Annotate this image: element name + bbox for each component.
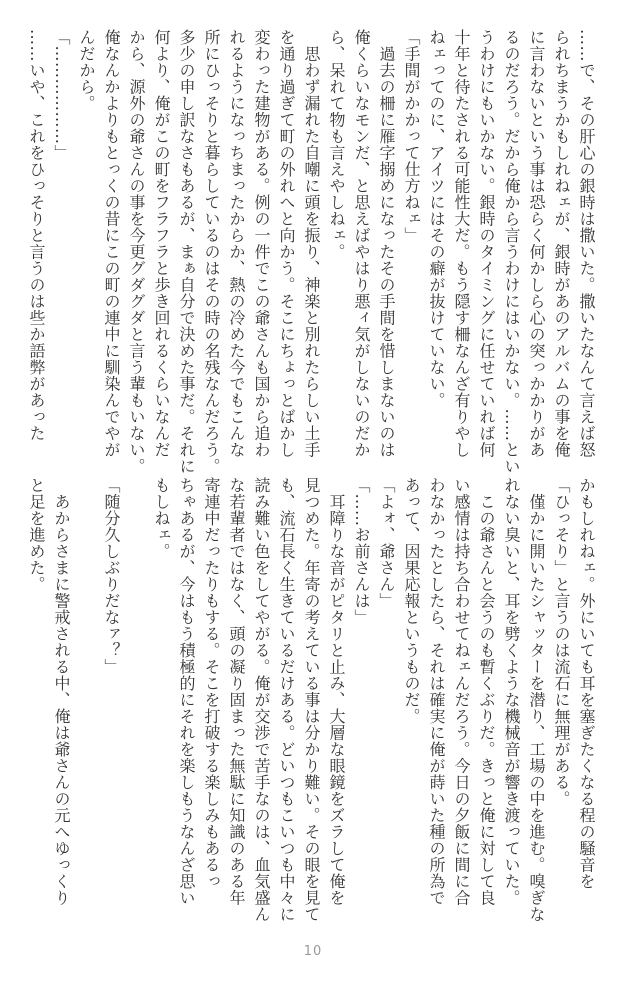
text-column: あって、因果応報というものだ。 bbox=[402, 477, 421, 725]
text-column: い感情は持ち合わせてねェんだろう。今日の夕飯に間に合 bbox=[452, 477, 471, 906]
text-column: れるようになっちまったからか、熱の冷めた今でもこんな bbox=[227, 29, 246, 458]
text-block-bottom bbox=[24, 477, 599, 923]
text-column: 読み難い色をしてやがる。俺が交渉で苦手なのは、血気盛ん bbox=[252, 477, 271, 923]
text-column: を通り過ぎて町の外れへと向かう。そこにちょっとばかし bbox=[277, 29, 296, 458]
text-column: もしねェ。 bbox=[152, 477, 171, 560]
text-column: ……で、その肝心の銀時は撒いた。撒いたなんて言えば怒 bbox=[577, 29, 596, 458]
text-column: んだから。 bbox=[77, 29, 96, 112]
text-column: 見つめた。年寄の考えている事は分かり難い。その眼を見て bbox=[302, 477, 321, 923]
text-column: な若輩者ではなく、頭の凝り固まった無駄に知識のある年 bbox=[227, 477, 246, 906]
text-column: 過去の柵に雁字搦めになったその手間を惜しまないのは bbox=[377, 29, 396, 458]
text-column: この爺さんと会うのも暫くぶりだ。きっと俺に対して良 bbox=[477, 477, 496, 906]
text-column: 耳障りな音がピタリと止み、大層な眼鏡をズラして俺を bbox=[327, 477, 346, 906]
text-column: に言わないという事は恐らく何かしら心の突っかかりがあ bbox=[527, 29, 546, 458]
text-column: 所にひっそりと暮らしているのはその時の名残なんだろう。 bbox=[202, 29, 221, 475]
text-column: ……いや、これをひっそりと言うのは些か語弊があった bbox=[27, 29, 46, 442]
dialogue-column: 「………………」 bbox=[52, 29, 71, 161]
text-column: 僅かに開いたシャッターを潜り、工場の中を進む。嗅ぎな bbox=[527, 477, 546, 923]
text-column: 俺くらいなモンだ、と思えばやはり悪ィ気がしないのだか bbox=[352, 29, 371, 458]
text-column: ちゃあるが、今はもう積極的にそれを楽しもうなんざ思い bbox=[177, 477, 196, 906]
text-block-top bbox=[24, 29, 599, 475]
text-column: ねェってのに、アイツにはその癖が抜けていない。 bbox=[427, 29, 446, 409]
text-column: うわけにもいかない。銀時のタイミングに任せていれば何 bbox=[477, 29, 496, 458]
text-column: 何より、俺がこの町をフラフラと歩き回れるくらいなんだ bbox=[152, 29, 171, 458]
page-number: 10 bbox=[303, 944, 323, 959]
text-column: と足を進めた。 bbox=[27, 477, 46, 593]
text-column: 俺なんかよりもとっくの昔にこの町の連中に馴染んでやが bbox=[102, 29, 121, 458]
text-column: かもしれねェ。外にいても耳を塞ぎたくなる程の騒音を bbox=[577, 477, 596, 890]
blank-column bbox=[74, 477, 99, 917]
dialogue-column: 「……お前さんは」 bbox=[352, 477, 371, 626]
dialogue-column: 「随分久しぶりだなァ？」 bbox=[102, 477, 121, 675]
dialogue-column: 「手間がかかって仕方ねェ」 bbox=[402, 29, 421, 244]
text-column: 変わった建物がある。例の一件でこの爺さんも国から追わ bbox=[252, 29, 271, 458]
text-column: れない臭いと、耳を劈くような機械音が響き渡っていた。 bbox=[502, 477, 521, 906]
text-column: ら、呆れて物も言えやしねェ。 bbox=[327, 29, 346, 260]
text-column: 十年と待たされる可能性大だ。もう隠す柵なんざ有りやし bbox=[452, 29, 471, 458]
text-column: 思わず漏れた自嘲に頭を振り、神楽と別れたらしい土手 bbox=[302, 29, 321, 458]
text-column: 「ひっそり」と言うのは流石に無理がある。 bbox=[552, 477, 571, 807]
text-column: も、流石長く生きているだけある。どいつもこいつも中々に bbox=[277, 477, 296, 923]
text-column: るのだろう。だから俺から言うわけにはいかない。……とい bbox=[502, 29, 521, 475]
text-column: 多少の申し訳なさもあるが、まぁ自分で決めた事だ。それに bbox=[177, 29, 196, 475]
text-column: 寄連中だったりもする。そこを打破する楽しみもあるっ bbox=[202, 477, 221, 890]
text-column: られちまうかもしれねェが、銀時があのアルバムの事を俺 bbox=[552, 29, 571, 458]
text-column: から、源外の爺さんの事を今更グダグダと言う輩もいない。 bbox=[127, 29, 146, 475]
text-column: あからさまに警戒される中、俺は爺さんの元へゆっくり bbox=[52, 477, 71, 906]
blank-column bbox=[124, 477, 149, 917]
text-column: わなかったとしたら、それは確実に俺が蒔いた種の所為で bbox=[427, 477, 446, 906]
dialogue-column: 「よォ、爺さん」 bbox=[377, 477, 396, 609]
